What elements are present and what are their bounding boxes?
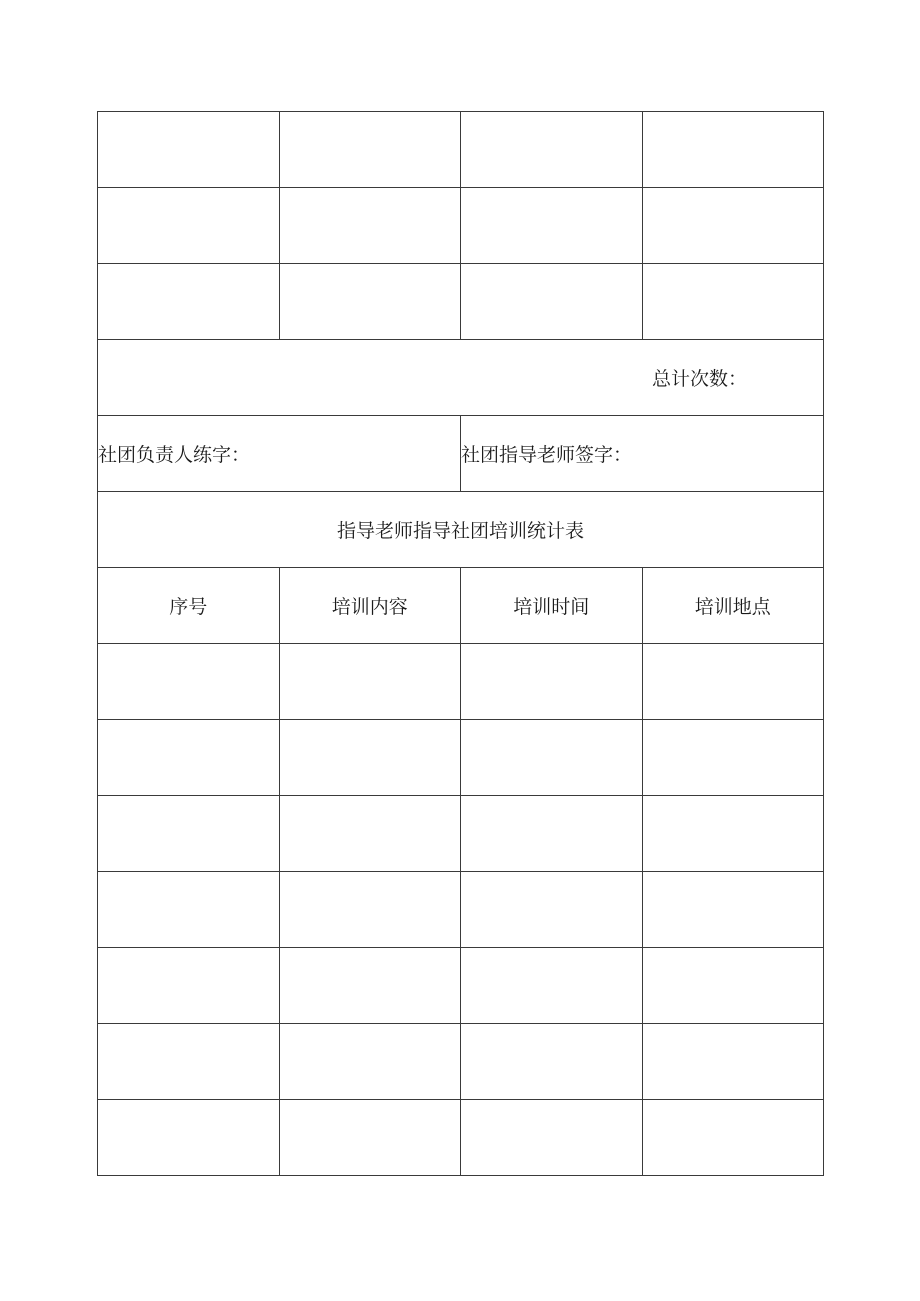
location-cell[interactable] <box>642 1100 824 1176</box>
teacher-signature-label: 社团指导老师签字： <box>461 444 633 466</box>
index-cell[interactable] <box>98 1100 280 1176</box>
content-cell[interactable] <box>279 720 461 796</box>
location-cell[interactable] <box>642 644 824 720</box>
signature-row <box>98 416 824 492</box>
content-cell[interactable] <box>279 1024 461 1100</box>
blank-cell[interactable] <box>279 112 461 188</box>
time-cell[interactable] <box>461 948 643 1024</box>
leader-signature-label: 社团负责人练字： <box>98 444 251 466</box>
location-cell[interactable] <box>642 720 824 796</box>
blank-cell[interactable] <box>461 188 643 264</box>
time-cell[interactable] <box>461 872 643 948</box>
index-cell[interactable] <box>98 796 280 872</box>
time-cell[interactable] <box>461 720 643 796</box>
table-row <box>98 1100 824 1176</box>
teacher-signature-cell[interactable] <box>461 416 824 492</box>
blank-cell[interactable] <box>642 264 824 340</box>
content-cell[interactable] <box>279 1100 461 1176</box>
time-cell[interactable] <box>461 644 643 720</box>
table-row <box>98 872 824 948</box>
table-row <box>98 1024 824 1100</box>
blank-cell[interactable] <box>98 188 280 264</box>
top-empty-row <box>98 188 824 264</box>
total-count-label: 总计次数： <box>651 368 747 390</box>
total-row <box>98 340 824 416</box>
index-cell[interactable] <box>98 1024 280 1100</box>
blank-cell[interactable] <box>98 112 280 188</box>
index-cell[interactable] <box>98 720 280 796</box>
table-row <box>98 720 824 796</box>
time-cell[interactable] <box>461 1024 643 1100</box>
blank-cell[interactable] <box>279 264 461 340</box>
blank-cell[interactable] <box>642 188 824 264</box>
title-row <box>98 492 824 568</box>
table-row <box>98 948 824 1024</box>
header-row <box>98 568 824 644</box>
blank-cell[interactable] <box>279 188 461 264</box>
column-header-time: 培训时间 <box>461 568 643 644</box>
content-cell[interactable] <box>279 644 461 720</box>
content-cell[interactable] <box>279 796 461 872</box>
content-cell[interactable] <box>279 948 461 1024</box>
content-cell[interactable] <box>279 872 461 948</box>
column-header-location: 培训地点 <box>642 568 824 644</box>
location-cell[interactable] <box>642 872 824 948</box>
index-cell[interactable] <box>98 948 280 1024</box>
location-cell[interactable] <box>642 796 824 872</box>
top-empty-row <box>98 112 824 188</box>
column-header-content: 培训内容 <box>279 568 461 644</box>
training-form-table <box>97 111 824 1176</box>
table-row <box>98 796 824 872</box>
column-header-index: 序号 <box>98 568 280 644</box>
top-empty-row <box>98 264 824 340</box>
blank-cell[interactable] <box>642 112 824 188</box>
location-cell[interactable] <box>642 1024 824 1100</box>
total-count-cell[interactable] <box>98 340 824 416</box>
blank-cell[interactable] <box>461 264 643 340</box>
table-row <box>98 644 824 720</box>
blank-cell[interactable] <box>98 264 280 340</box>
index-cell[interactable] <box>98 872 280 948</box>
leader-signature-cell[interactable] <box>98 416 461 492</box>
time-cell[interactable] <box>461 796 643 872</box>
time-cell[interactable] <box>461 1100 643 1176</box>
location-cell[interactable] <box>642 948 824 1024</box>
blank-cell[interactable] <box>461 112 643 188</box>
index-cell[interactable] <box>98 644 280 720</box>
table-title: 指导老师指导社团培训统计表 <box>98 492 824 568</box>
